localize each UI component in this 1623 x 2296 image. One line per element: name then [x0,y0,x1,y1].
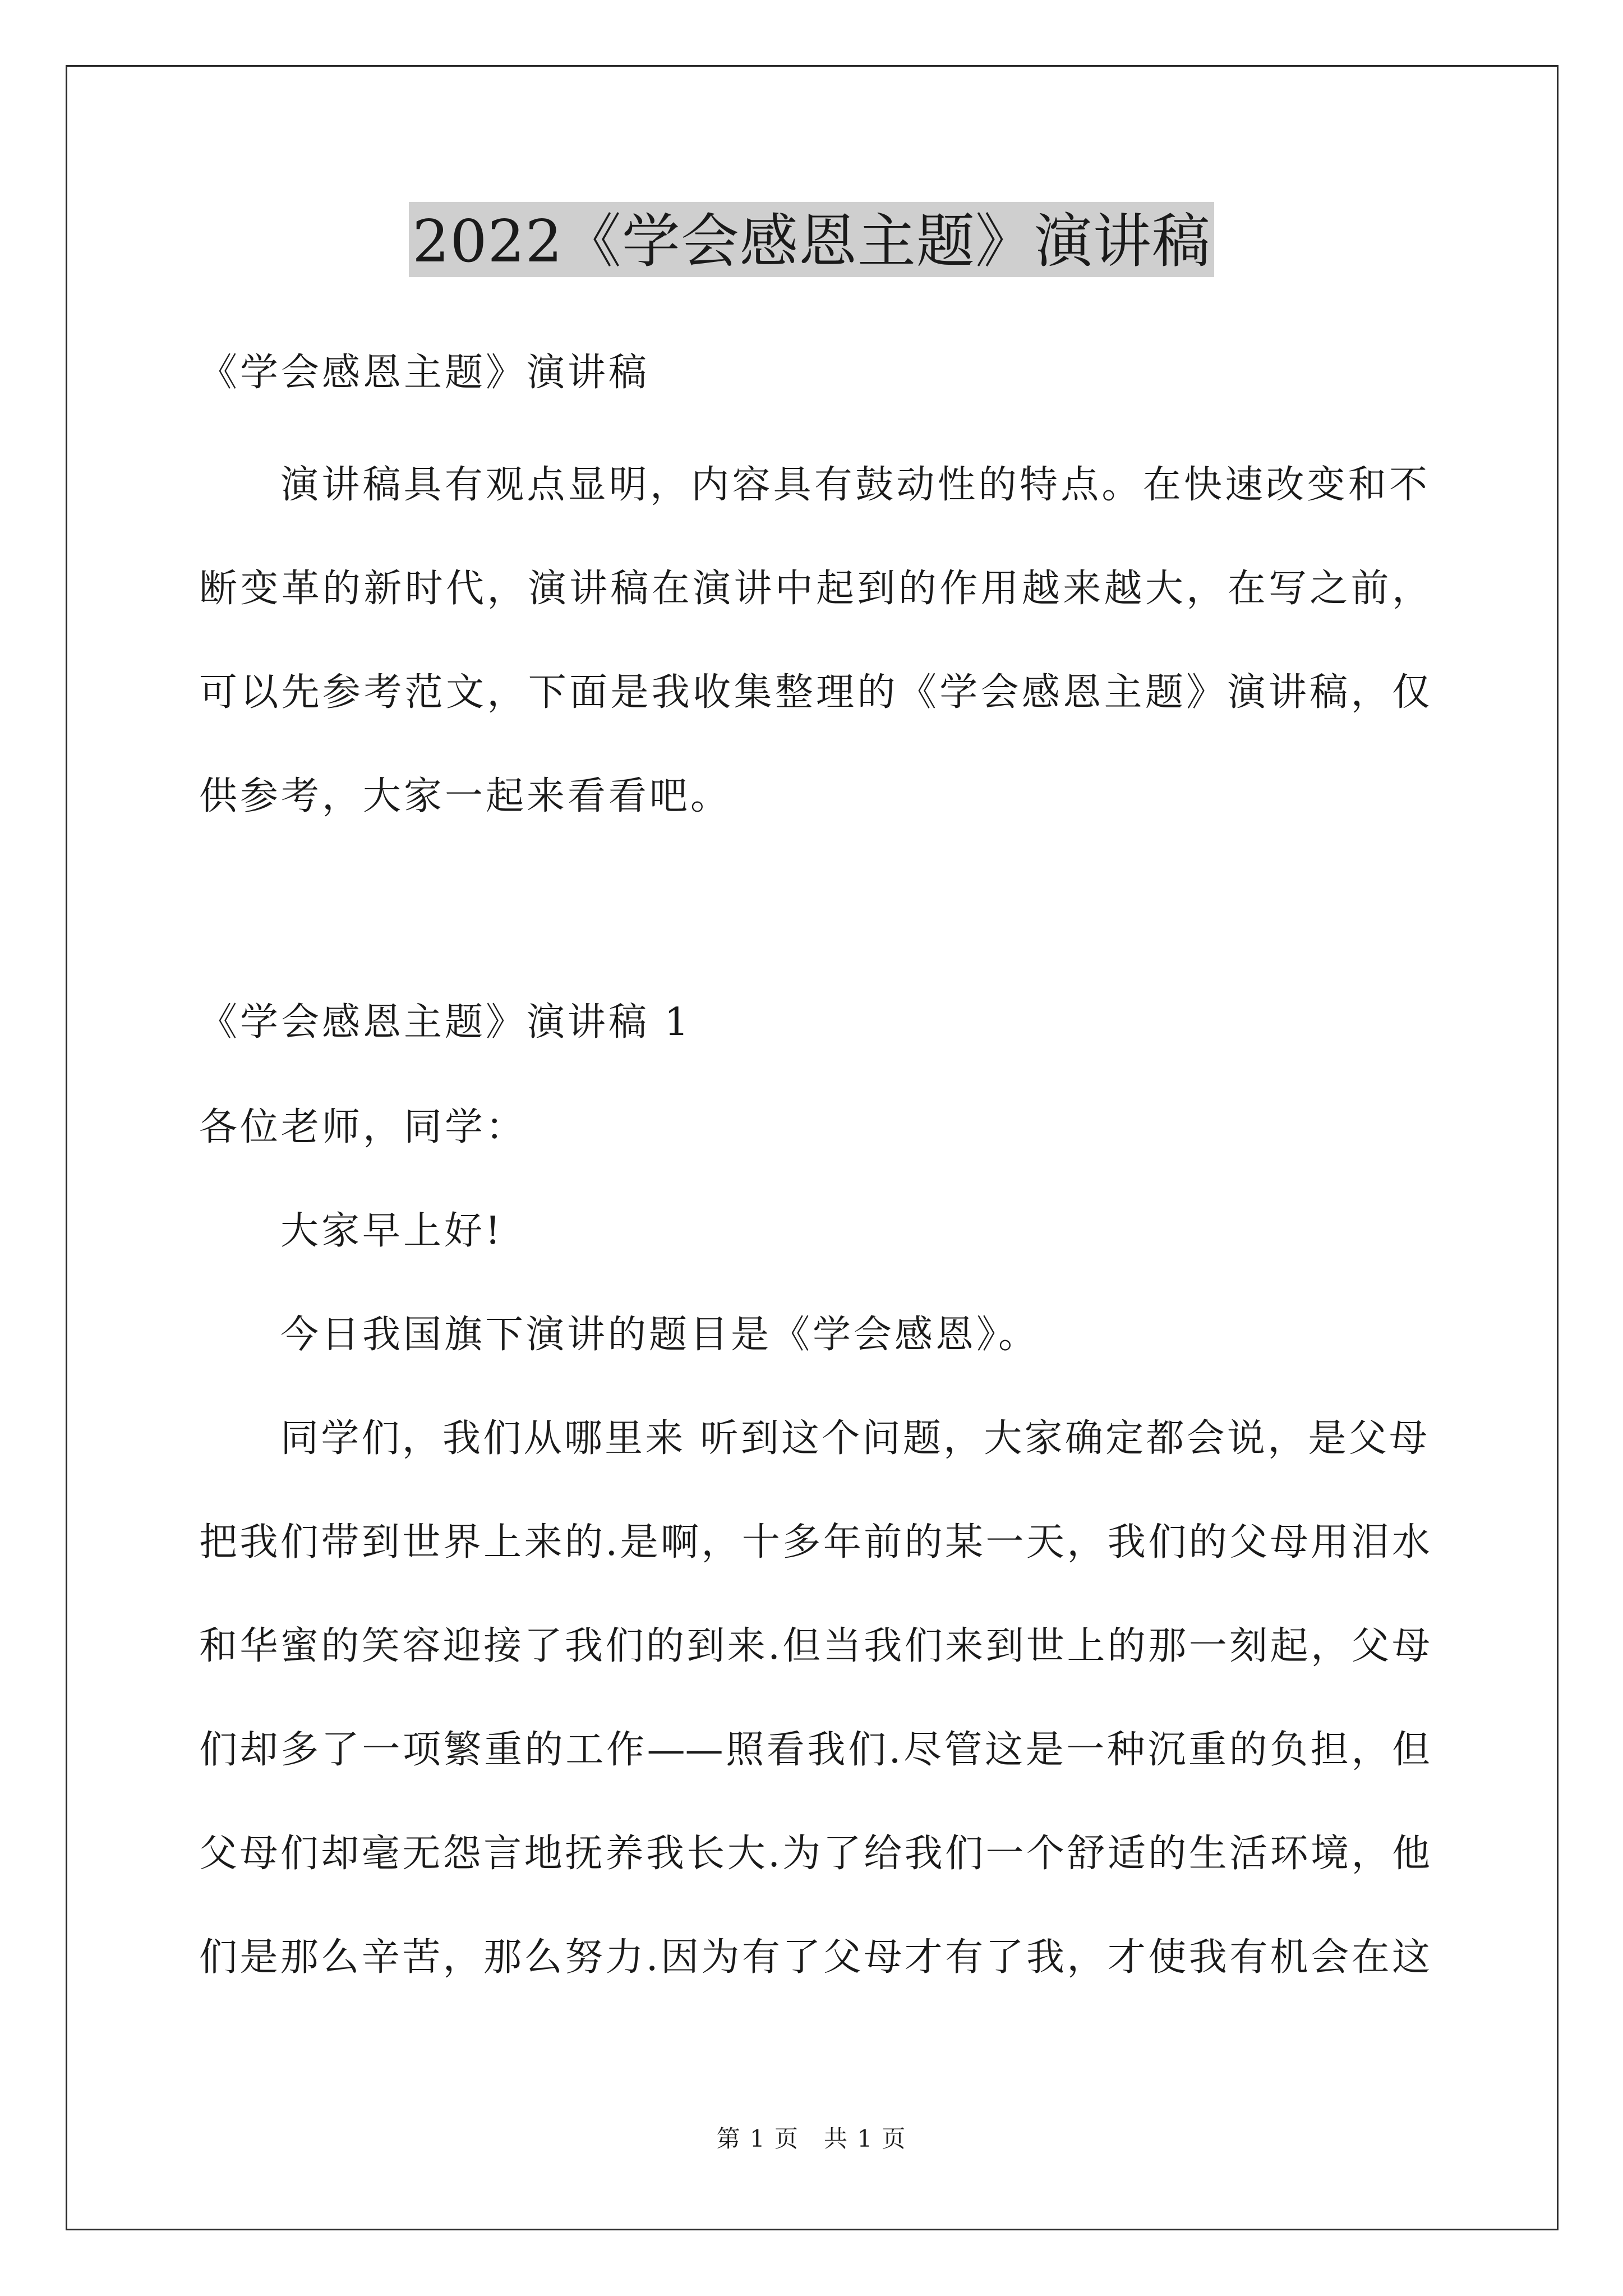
body-line-5: 父母们却毫无怨言地抚养我长大.为了给我们一个舒适的生活环境，他 [199,1832,1430,1876]
greeting: 大家早上好! [280,1209,504,1253]
intro-line-2: 断变革的新时代，演讲稿在演讲中起到的作用越来越大，在写之前， [199,567,1430,611]
section-heading: 《学会感恩主题》演讲稿 1 [199,1000,691,1045]
body-line-3: 和华蜜的笑容迎接了我们的到来.但当我们来到世上的那一刻起，父母 [199,1624,1430,1668]
document-subtitle: 《学会感恩主题》演讲稿 [199,351,650,395]
page-footer: 第 1 页 共 1 页 [716,2125,907,2152]
intro-line-3: 可以先参考范文，下面是我收集整理的《学会感恩主题》演讲稿，仅 [199,670,1430,715]
salutation: 各位老师，同学： [199,1105,527,1149]
topic-line: 今日我国旗下演讲的题目是《学会感恩》。 [280,1313,1040,1357]
body-line-4: 们却多了一项繁重的工作——照看我们.尽管这是一种沉重的负担，但 [199,1728,1430,1772]
document-title: 2022《学会感恩主题》演讲稿 [409,202,1214,277]
body-line-6: 们是那么辛苦，那么努力.因为有了父母才有了我，才使我有机会在这 [199,1935,1430,1980]
body-line-2: 把我们带到世界上来的.是啊，十多年前的某一天，我们的父母用泪水 [199,1520,1430,1565]
intro-line-1: 演讲稿具有观点显明，内容具有鼓动性的特点。在快速改变和不 [280,463,1427,507]
body-line-1: 同学们，我们从哪里来 听到这个问题，大家确定都会说，是父母 [280,1416,1427,1461]
intro-line-4: 供参考，大家一起来看看吧。 [199,774,732,818]
title-container [0,202,1623,277]
